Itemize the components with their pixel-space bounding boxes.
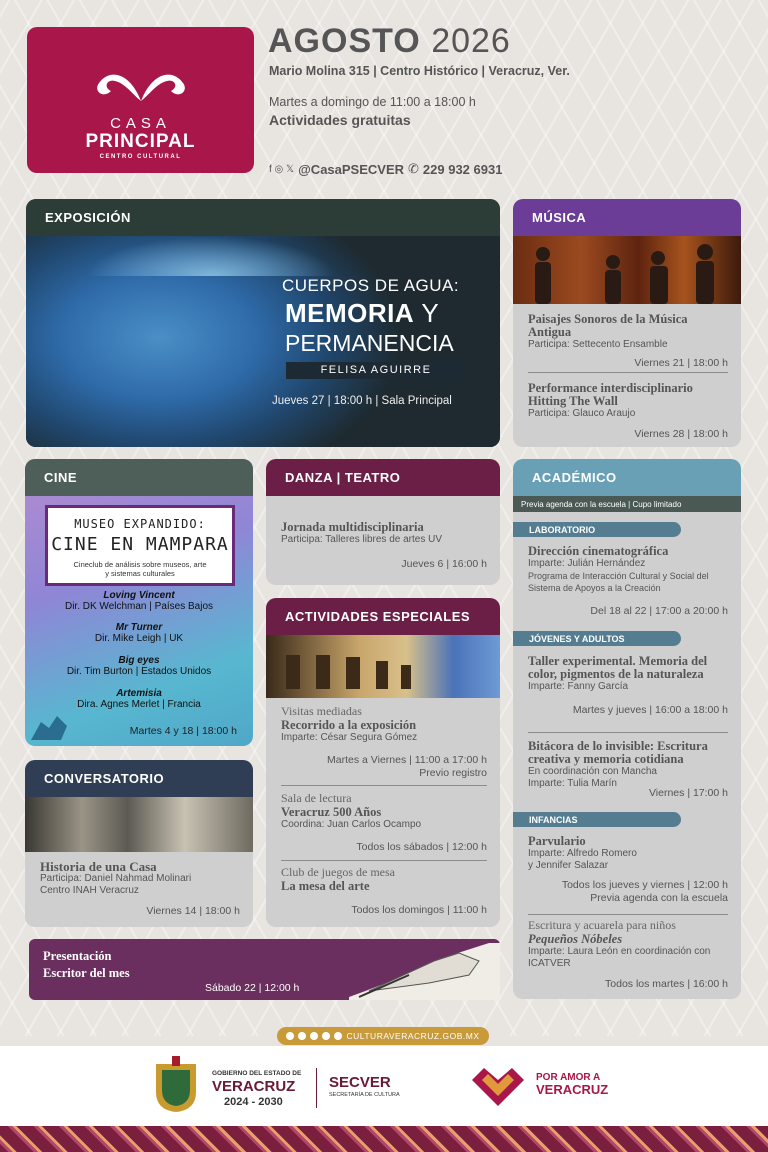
academico-event-4[interactable] (528, 835, 728, 905)
event-title: Jornada multidisciplinaria (281, 520, 424, 534)
danza-teatro-card (266, 459, 500, 585)
instagram-icon[interactable] (298, 1032, 306, 1040)
event-date: Todos los sábados | 12:00 h (356, 841, 487, 853)
footer (0, 1046, 768, 1126)
phone-number[interactable]: 229 932 6931 (422, 161, 503, 177)
divider (281, 860, 487, 861)
academico-event-3[interactable] (528, 740, 728, 800)
event-sub: En coordinación con Mancha (528, 766, 657, 777)
secver-logo: SECVER (329, 1074, 391, 1091)
academico-heading: ACADÉMICO (513, 459, 741, 496)
event-date: Jueves 6 | 16:00 h (401, 558, 487, 570)
website-pill[interactable] (277, 1027, 489, 1045)
laboratorio-bar: LABORATORIO (513, 522, 681, 537)
cine-heading: CINE (25, 459, 253, 496)
event-kind: Visitas mediadas (281, 704, 362, 718)
free-activities: Actividades gratuitas (269, 112, 411, 128)
event-date: Martes a Viernes | 11:00 a 17:00 h (327, 754, 487, 766)
veracruz-shield-icon (152, 1056, 200, 1114)
cineclub-line1: MUSEO EXPANDIDO: (74, 517, 206, 531)
musica-event-1[interactable] (528, 313, 728, 370)
event-title: Bitácora de lo invisible: Escritura creativa y memoria cotidiana (528, 739, 708, 766)
event-date: Viernes 28 | 18:00 h (634, 428, 728, 440)
especial-event-1[interactable] (281, 704, 487, 780)
balconies-icon (266, 635, 500, 698)
infancias-bar: INFANCIAS (513, 812, 681, 827)
cineclub-line2: CINE EN MAMPARA (51, 534, 229, 555)
cineclub-box (45, 505, 235, 586)
divider (528, 372, 728, 373)
event-date-note: Previa agenda con la escuela (590, 892, 728, 904)
event-title: Parvulario (528, 834, 586, 848)
film-title: Big eyes (118, 655, 160, 666)
bird-icon (27, 704, 77, 744)
website-url[interactable]: CULTURAVERACRUZ.GOB.MX (346, 1031, 480, 1041)
event-date: Todos los jueves y viernes | 12:00 h (561, 879, 728, 891)
film-item (25, 622, 253, 644)
event-kind: Club de juegos de mesa (281, 865, 395, 879)
especial-event-3[interactable] (281, 865, 487, 917)
especial-event-2[interactable] (281, 791, 487, 854)
expo-artist: FELISA AGUIRRE (286, 362, 466, 379)
musica-heading: MÚSICA (513, 199, 741, 236)
expo-when: Jueves 27 | 18:00 h | Sala Principal (272, 395, 452, 407)
event-title: Pequeños Nóbeles (528, 932, 623, 946)
event-sub2: Programa de Interacción Cultural y Social del Sistema de Apoyos a la Creación (528, 571, 709, 593)
event-date: Del 18 al 22 | 17:00 a 20:00 h (590, 605, 728, 617)
por-amor-emblem-icon (470, 1060, 526, 1108)
cine-card (25, 459, 253, 746)
conversatorio-heading: CONVERSATORIO (25, 760, 253, 797)
film-director: Dir. Tim Burton | Estados Unidos (66, 666, 212, 677)
event-sub: Imparte: Fanny García (528, 681, 629, 692)
divider (281, 785, 487, 786)
facebook-icon[interactable] (286, 1032, 294, 1040)
film-director: Dir. DK Welchman | Países Bajos (64, 601, 214, 612)
pres-line1: Presentación (43, 949, 112, 963)
exposicion-heading: EXPOSICIÓN (26, 199, 500, 236)
event-date: Viernes | 17:00 h (648, 787, 728, 799)
cine-date: Martes 4 y 18 | 18:00 h (129, 725, 237, 737)
academico-note: Previa agenda con la escuela | Cupo limitado (513, 496, 741, 512)
event-kind: Sala de lectura (281, 791, 352, 805)
event-kind: Escritura y acuarela para niños (528, 918, 676, 932)
event-sub2: Imparte: Tulia Marín (528, 778, 617, 789)
secver-sub: SECRETARÍA DE CULTURA (329, 1092, 400, 1098)
cineclub-desc: Cineclub de análisis sobre museos, arte y sistemas culturales (73, 560, 207, 578)
amor-line1: POR AMOR A (536, 1072, 601, 1083)
film-director: Dir. Mike Leigh | UK (94, 633, 184, 644)
logo-sub: CENTRO CULTURAL (99, 154, 182, 160)
ensemble-figures-icon (513, 236, 741, 304)
phone-icon: ✆ (408, 161, 419, 176)
event-date-note: Previo registro (419, 767, 487, 779)
page-title (268, 22, 511, 61)
expo-memoria: MEMORIA (285, 298, 415, 328)
event-date: Todos los domingos | 11:00 h (351, 904, 487, 916)
historic-street-photo (25, 797, 253, 852)
event-sub: Imparte: Laura León en coordinación con ICATVER (528, 946, 711, 969)
decorative-band (0, 1126, 768, 1152)
hours: Martes a domingo de 11:00 a 18:00 h (269, 95, 476, 109)
social-row (269, 161, 502, 177)
youtube-icon[interactable] (322, 1032, 330, 1040)
social-icons[interactable]: f ◎ 𝕏 (269, 163, 295, 175)
ensemble-photo (513, 236, 741, 304)
film-title: Loving Vincent (103, 590, 175, 601)
presentacion-banner[interactable] (29, 939, 500, 1000)
event-title: Dirección cinematográfica (528, 544, 669, 558)
musica-card (513, 199, 741, 447)
pres-line2: Escritor del mes (43, 966, 130, 980)
event-title: La mesa del arte (281, 879, 370, 893)
year: 2026 (431, 22, 511, 60)
threads-icon[interactable] (310, 1032, 318, 1040)
gob-line1: GOBIERNO DEL ESTADO DE (212, 1070, 302, 1077)
event-title: Recorrido a la exposición (281, 718, 417, 732)
event-sub2: Centro INAH Veracruz (40, 885, 139, 896)
gob-line2: VERACRUZ (212, 1078, 296, 1095)
event-sub: Participa: Glauco Araujo (528, 408, 636, 419)
logo-principal: PRINCIPAL (85, 131, 196, 152)
address: Mario Molina 315 | Centro Histórico | Veracruz, Ver. (269, 64, 570, 78)
month: AGOSTO (268, 22, 421, 60)
event-title: Veracruz 500 Años (281, 805, 382, 819)
divider (528, 732, 728, 733)
event-date: Viernes 21 | 18:00 h (634, 357, 728, 369)
building-photo (266, 635, 500, 698)
gob-line3: 2024 - 2030 (224, 1096, 283, 1108)
academico-event-2[interactable] (528, 655, 728, 717)
event-date: Todos los martes | 16:00 h (605, 978, 728, 990)
event-sub: Participa: Talleres libres de artes UV (281, 534, 442, 545)
event-title: Paisajes Sonoros de la Música Antigua (528, 312, 688, 339)
danza-heading: DANZA | TEATRO (266, 459, 500, 496)
film-title: Mr Turner (115, 622, 163, 633)
especiales-heading: ACTIVIDADES ESPECIALES (266, 598, 500, 635)
film-item (25, 590, 253, 612)
academico-card (513, 459, 741, 999)
film-title: Artemisia (116, 688, 162, 699)
film-director: Dira. Agnes Merlet | Francia (77, 699, 201, 710)
event-sub: Coordina: Juan Carlos Ocampo (281, 819, 422, 830)
event-date: Martes y jueves | 16:00 a 18:00 h (572, 704, 728, 716)
conversatorio-event[interactable] (40, 860, 240, 918)
event-sub2: y Jennifer Salazar (528, 860, 609, 871)
actividades-especiales-card (266, 598, 500, 927)
academico-event-1[interactable] (528, 545, 728, 618)
event-title: Historia de una Casa (40, 859, 157, 874)
footer-divider (316, 1068, 317, 1108)
academico-event-5[interactable] (528, 918, 728, 991)
social-handle[interactable]: @CasaPSECVER (298, 161, 405, 177)
danza-event[interactable] (281, 521, 487, 571)
event-title: Taller experimental. Memoria del color, pigmentos de la naturaleza (528, 654, 708, 681)
expo-title-line3: PERMANENCIA (285, 330, 454, 356)
divider (528, 914, 728, 915)
x-icon[interactable] (334, 1032, 342, 1040)
musica-event-2[interactable] (528, 382, 728, 441)
casa-principal-logo (27, 27, 254, 173)
pres-date: Sábado 22 | 12:00 h (205, 982, 300, 994)
amor-line2: VERACRUZ (536, 1082, 609, 1097)
logo-ornament-icon (89, 61, 193, 111)
event-date: Viernes 14 | 18:00 h (146, 905, 240, 917)
event-sub: Participa: Settecento Ensamble (528, 339, 668, 350)
writing-hand-icon (339, 939, 500, 1000)
jovenes-bar: JÓVENES Y ADULTOS (513, 631, 681, 646)
expo-y: Y (414, 298, 440, 328)
expo-title-line2 (285, 298, 439, 329)
film-item (25, 655, 253, 677)
event-sub: Imparte: César Segura Gómez (281, 732, 418, 743)
event-sub: Imparte: Alfredo Romero (528, 848, 637, 859)
event-sub: Participa: Daniel Nahmad Molinari (40, 873, 192, 884)
event-sub: Imparte: Julián Hernández (528, 558, 646, 569)
logo-casa: CASA (110, 115, 171, 132)
event-title: Performance interdisciplinario Hitting The Wall (528, 381, 693, 408)
conversatorio-card (25, 760, 253, 927)
expo-title-line1: CUERPOS DE AGUA: (282, 276, 460, 295)
